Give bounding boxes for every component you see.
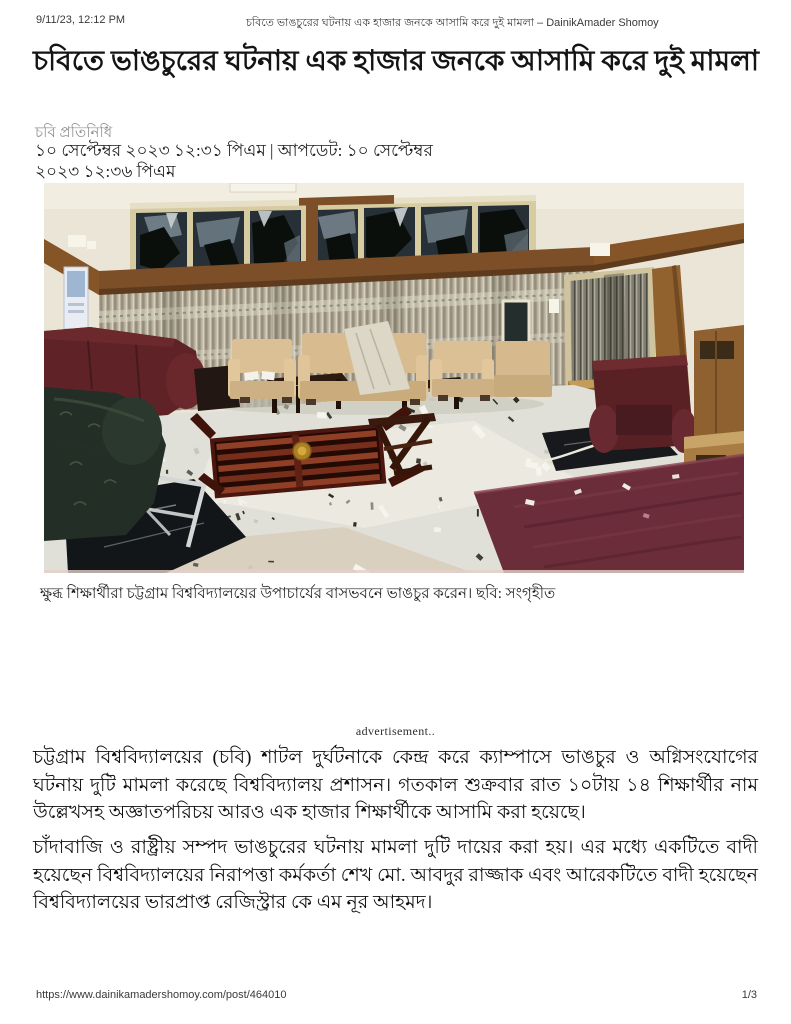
print-url: https://www.dainikamadershomoy.com/post/464010	[36, 989, 287, 1001]
article-paragraph-1: চট্টগ্রাম বিশ্ববিদ্যালয়ের (চবি) শাটল দুর্ঘটনাকে কেন্দ্র করে ক্যাম্পাসে ভাঙচুর ও অগ্নিসংযোগের ঘটনায় দুটি মামলা করেছে বিশ্ববিদ্যালয় প্রশাসন। গতকাল শুক্রবার রাত ১০টায় ১৪ শিক্ষার্থীর নাম উল্লেখসহ অজ্ঞাতপরিচয় আরও এক হাজার শিক্ষার্থীকে আসামি করা হয়েছে।	[33, 747, 758, 823]
print-page-number: 1/3	[741, 989, 757, 1001]
vandalized-room-illustration	[44, 183, 744, 573]
article-headline: চবিতে ভাঙচুরের ঘটনায় এক হাজার জনকে আসামি করে দুই মামলা	[33, 46, 759, 77]
article-byline: চবি প্রতিনিধি	[35, 125, 113, 141]
article-photo	[44, 183, 744, 573]
print-datetime: 9/11/23, 12:12 PM	[36, 14, 126, 26]
print-doc-title: চবিতে ভাঙচুরের ঘটনায় এক হাজার জনকে আসামি করে দুই মামলা – DainikAmader Shomoy	[246, 17, 659, 29]
article-paragraph-2: চাঁদাবাজি ও রাষ্ট্রীয় সম্পদ ভাঙচুরের ঘটনায় মামলা দুটি দায়ের করা হয়। এর মধ্যে একটিতে বাদী হয়েছেন বিশ্ববিদ্যালয়ের নিরাপত্তা কর্মকর্তা শেখ মো. আবদুর রাজ্জাক এবং আরেকটিতে বাদী হয়েছেন বিশ্ববিদ্যালয়ের ভারপ্রাপ্ত রেজিস্ট্রার কে এম নূর আহমদ।	[33, 837, 758, 913]
article-dateline: ১০ সেপ্টেম্বর ২০২৩ ১২:৩১ পিএম | আপডেট: ১০ সেপ্টেম্বর ২০২৩ ১২:৩৬ পিএম	[35, 141, 433, 181]
photo-caption: ক্ষুব্ধ শিক্ষার্থীরা চট্টগ্রাম বিশ্ববিদ্যালয়ের উপাচার্যের বাসভবনে ভাঙচুর করেন। ছবি: সংগৃহীত	[40, 586, 556, 602]
advertisement-label: advertisement..	[355, 724, 436, 738]
